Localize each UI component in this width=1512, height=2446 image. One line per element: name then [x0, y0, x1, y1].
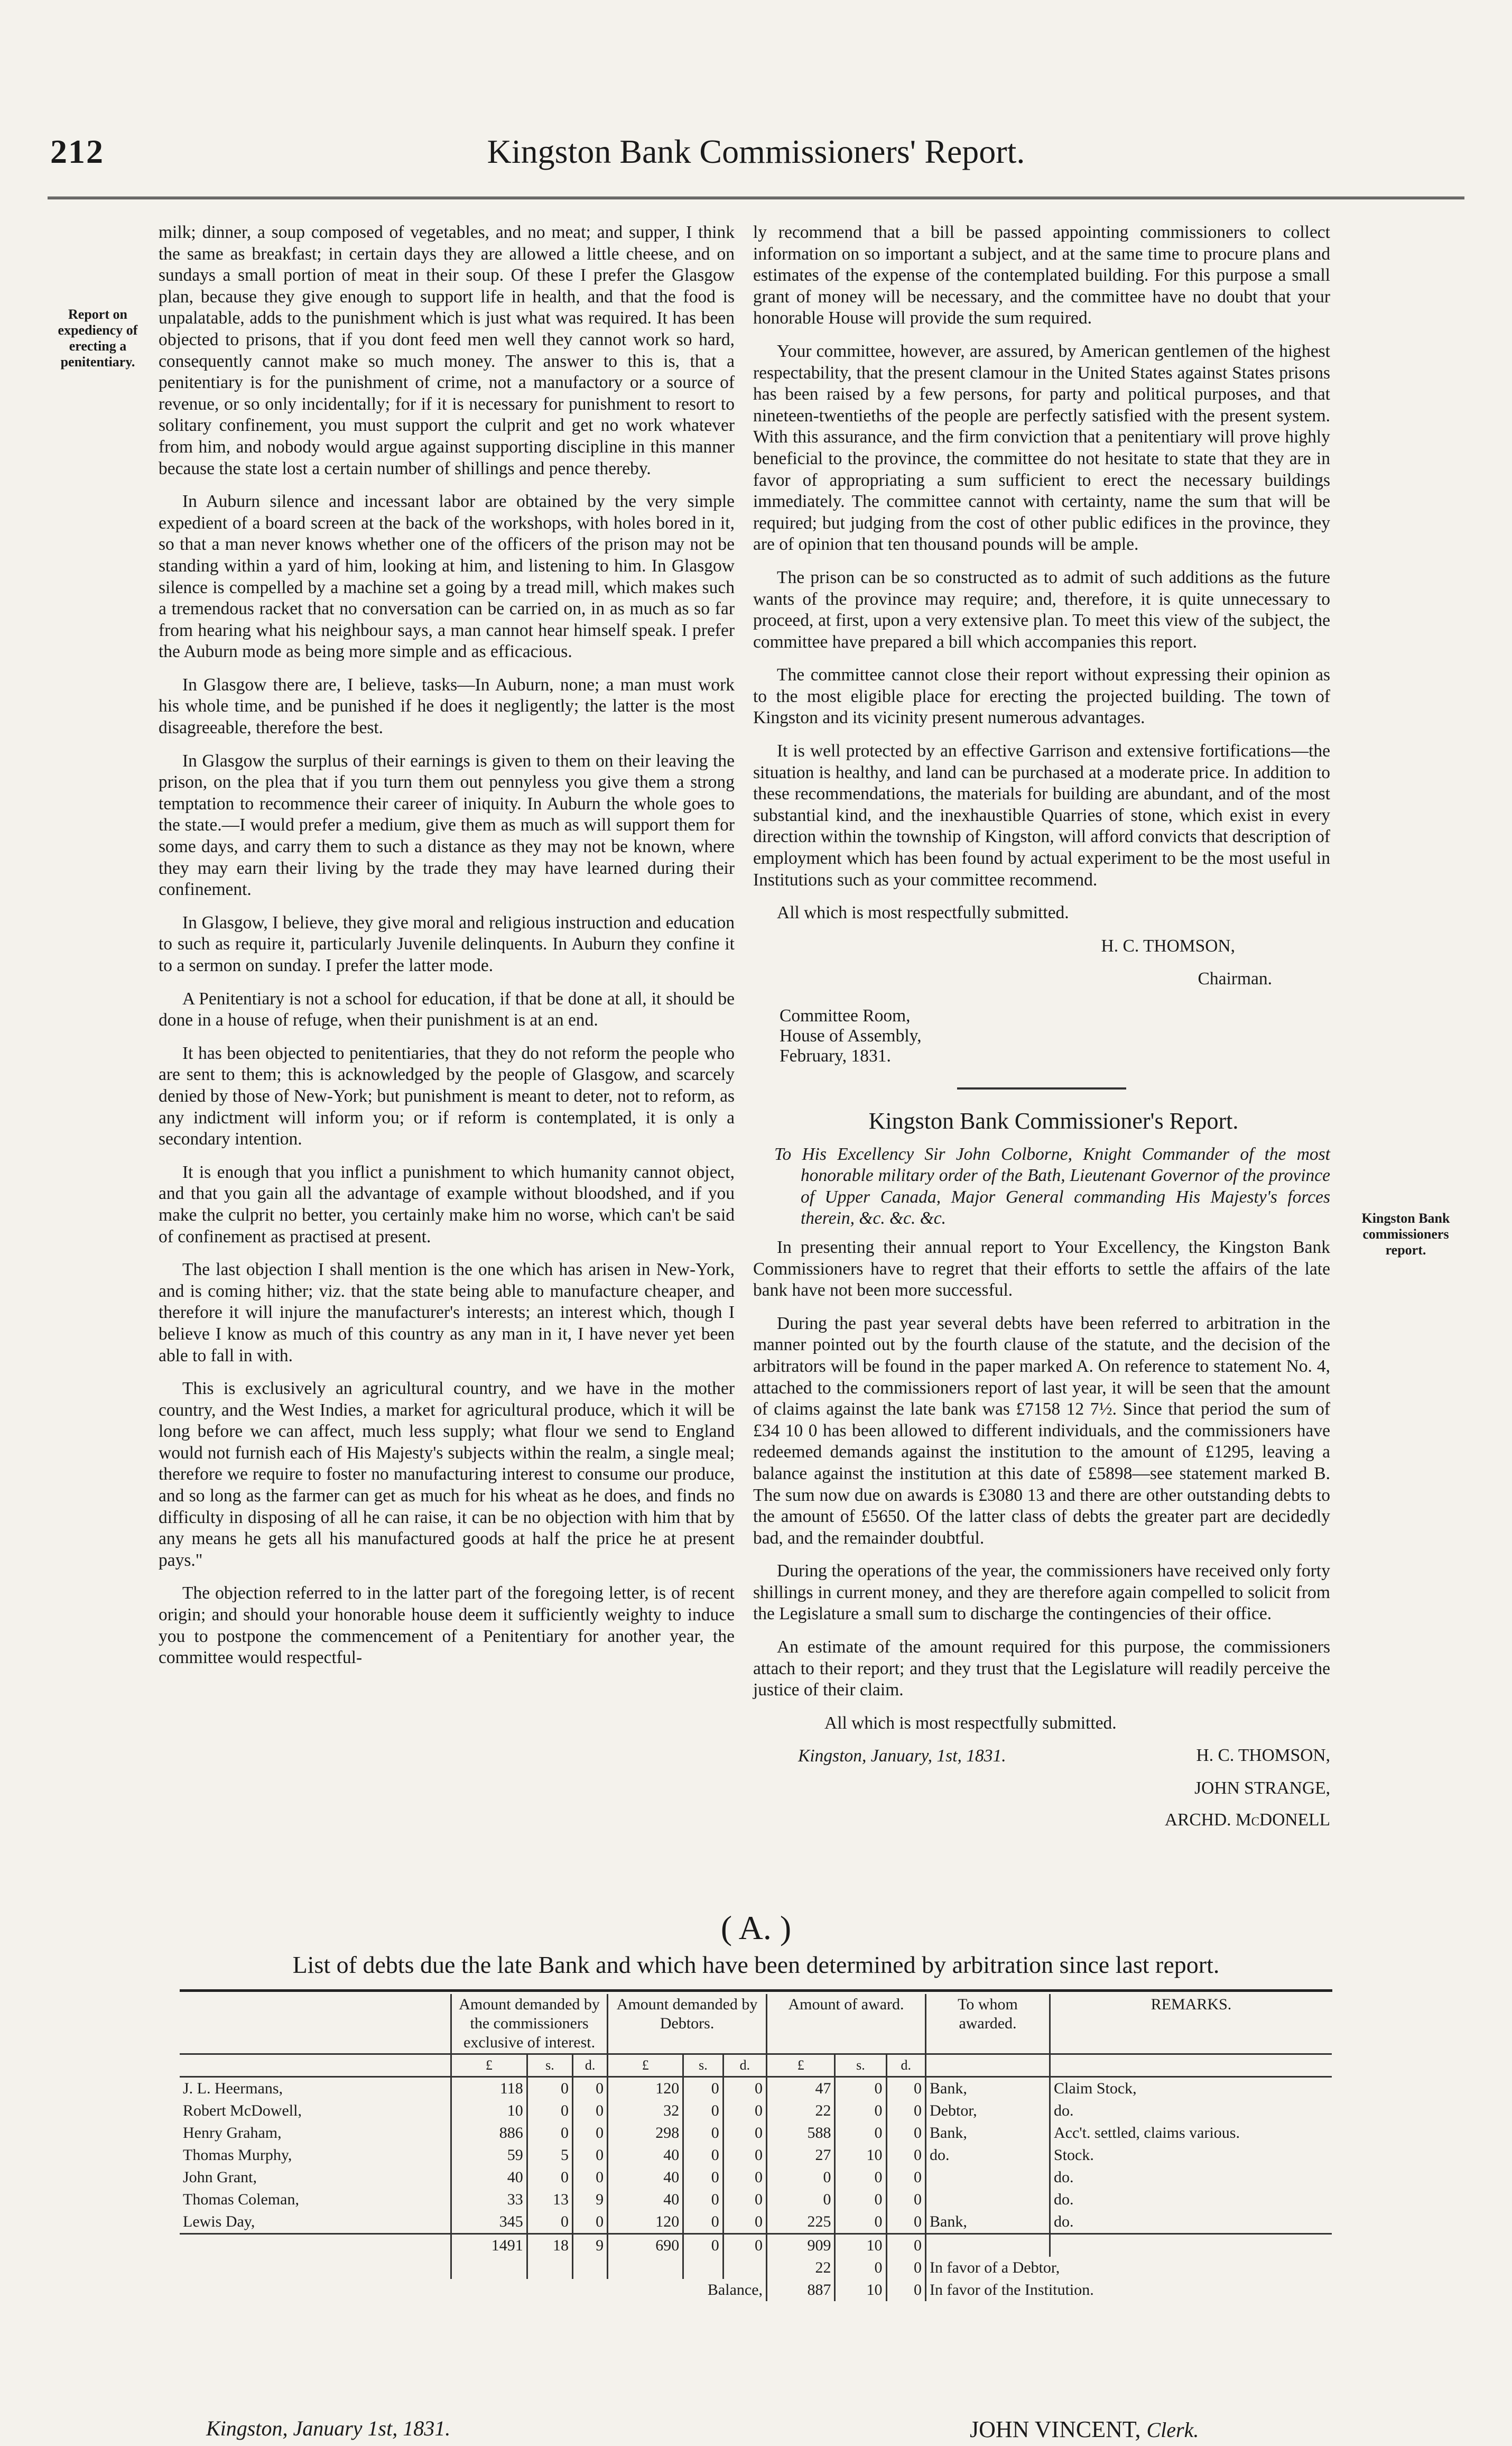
clerk-title: Clerk. — [1146, 2418, 1199, 2442]
cell: 0 — [527, 2077, 572, 2100]
cell: 0 — [767, 2166, 835, 2189]
cell: 5 — [527, 2144, 572, 2166]
paragraph: In Glasgow there are, I believe, tasks—In Auburn, none; a man must work his whole time, and be punished if he does it negligently; the latter is the most disagreeable, therefore the best. — [159, 675, 735, 738]
cell: 0 — [886, 2166, 926, 2189]
closing-line: All which is most respectfully submitted. — [824, 1713, 1117, 1733]
table-row — [180, 2100, 1332, 2122]
cell: 0 — [835, 2211, 886, 2234]
cell: 9 — [573, 2189, 608, 2211]
total-cell: 9 — [573, 2234, 608, 2257]
cell: 10 — [451, 2100, 527, 2122]
cell: 32 — [608, 2100, 683, 2122]
cell: do. — [1050, 2100, 1332, 2122]
cell: Debtor, — [926, 2100, 1050, 2122]
debts-table — [180, 1994, 1332, 2301]
cell: 0 — [886, 2279, 926, 2301]
cell: 298 — [608, 2122, 683, 2144]
paragraph: Your committee, however, are assured, by American gentlemen of the highest respectability, that the present clamour in the United States against States prisons has been raised by a few persons, for party and political purposes, and that nineteen-twentieths of the people are perfectly satisfied with the present system. With this assurance, and the firm conviction that a penitentiary will prove highly beneficial to the province, the committee do not hesitate to state that they are in favor of appropriating a sum sufficient to erect the necessary buildings immediately. The committee cannot with certainty, name the sum that will be required; but judging from the cost of other public edifices in the province, they are of opinion that ten thousand pounds will be ample. — [753, 341, 1330, 555]
paragraph: In Glasgow the surplus of their earnings is given to them on their leaving the prison, on the plea that if you turn them out pennyless you give them a strong temptation to recommence their career of iniquity. In Auburn the whole goes to the state.—I would prefer a medium, give them as much as will support them for some days, and carry them to such a distance as they may not be known, where they may earn their living by the trade they may have learned during their confinement. — [159, 751, 735, 900]
signature: ARCHD. McDONELL — [1164, 1810, 1330, 1830]
committee-place — [780, 1006, 1330, 1066]
cell: 40 — [451, 2166, 527, 2189]
cell: 0 — [723, 2122, 766, 2144]
cell: do. — [1050, 2211, 1332, 2234]
cell: 0 — [723, 2211, 766, 2234]
cell — [926, 2166, 1050, 2189]
cell: 0 — [573, 2077, 608, 2100]
cell: 120 — [608, 2077, 683, 2100]
cell: Claim Stock, — [1050, 2077, 1332, 2100]
unit-pence: d. — [573, 2054, 608, 2077]
clerk-name: JOHN VINCENT, — [970, 2416, 1141, 2442]
total-cell: 1491 — [451, 2234, 527, 2257]
cell: Bank, — [926, 2122, 1050, 2144]
totals-row — [180, 2234, 1332, 2257]
cell — [926, 2189, 1050, 2211]
committee-line: House of Assembly, — [780, 1026, 922, 1046]
cell: 118 — [451, 2077, 527, 2100]
total-cell: 18 — [527, 2234, 572, 2257]
unit-pence: d. — [886, 2054, 926, 2077]
cell: 0 — [683, 2189, 723, 2211]
paragraph: The objection referred to in the latter part of the foregoing letter, is of recent origin; and should your honorable house deem it sufficiently weighty to induce you to postpone the commencement of a Penitentiary for another year, the committee would respectful- — [159, 1583, 735, 1668]
margin-note-left: Report on expediency of erecting a penitentiary. — [58, 307, 138, 370]
annex-caption: List of debts due the late Bank and which have been determined by arbitration since last report. — [292, 1951, 1220, 1978]
table-row — [180, 2189, 1332, 2211]
cell: 0 — [886, 2144, 926, 2166]
debtor-name: Thomas Coleman, — [183, 2191, 299, 2208]
cell: 0 — [835, 2257, 886, 2279]
balance-label: Balance, — [707, 2281, 763, 2299]
paragraph: milk; dinner, a soup composed of vegetables, and no meat; and supper, I think the same as breakfast; in certain days they are allowed a little cheese, and on sundays a small portion of meat in their soup. Of these I prefer the Glasgow plan, because they give enough to support life in health, and that the food is unpalatable, adds to the punishment which is just what was required. It has been objected to prisons, that if you dont feed men well they cannot work so hard, consequently cannot make so much money. The answer to this is, that a penitentiary is for the punishment of crime, not a manufactory or a source of revenue, or so only incidentally; for if it is necessary for punishment to resort to solitary confinement, you must support the culprit and get no work whatever from him, and nobody would argue against supporting discipline in this manner because the state lost a certain number of shillings and pence thereby. — [159, 223, 735, 478]
column-header — [180, 1994, 451, 2054]
cell: 0 — [683, 2122, 723, 2144]
total-cell: 690 — [608, 2234, 683, 2257]
cell: 40 — [608, 2189, 683, 2211]
cell: 47 — [767, 2077, 835, 2100]
cell: 0 — [683, 2100, 723, 2122]
cell: 0 — [683, 2144, 723, 2166]
cell: 0 — [527, 2211, 572, 2234]
cell: do. — [1050, 2189, 1332, 2211]
table-row — [180, 2166, 1332, 2189]
cell: 886 — [451, 2122, 527, 2144]
cell: 0 — [835, 2166, 886, 2189]
total-cell: 0 — [723, 2234, 766, 2257]
cell: 0 — [767, 2189, 835, 2211]
cell: 27 — [767, 2144, 835, 2166]
cell: 22 — [767, 2257, 835, 2279]
paragraph: ly recommend that a bill be passed appointing commissioners to collect information on so important a subject, and at the same time to procure plans and estimates of the expense of the contemplated building. For this purpose a small grant of money will be necessary, and the committee have no doubt that your honorable House will provide the sum required. — [753, 223, 1330, 328]
paragraph: A Penitentiary is not a school for education, if that be done at all, it should be done in a house of refuge, when their punishment is at an end. — [159, 989, 735, 1030]
section-divider — [957, 1087, 1126, 1090]
cell: 0 — [723, 2077, 766, 2100]
signatory-name: H. C. THOMSON, — [1101, 936, 1235, 956]
paragraph: The committee cannot close their report without expressing their opinion as to the most eligible place for erecting the projected building. The town of Kingston and its vicinity present numerous advantages. — [753, 665, 1330, 728]
cell: 225 — [767, 2211, 835, 2234]
cell: 887 — [767, 2279, 835, 2301]
cell: 0 — [683, 2211, 723, 2234]
cell: 0 — [573, 2211, 608, 2234]
right-column — [753, 222, 1330, 1842]
column-header: REMARKS. — [1050, 1994, 1332, 2054]
debtor-name: J. L. Heermans, — [183, 2080, 283, 2097]
paragraph: In Auburn silence and incessant labor are obtained by the very simple expedient of a board screen at the back of the workshops, with holes bored in it, so that a man never knows whether one of the officers of the prison may not be standing within a yard of him, looking at him, and listening to him. In Glasgow silence is compelled by a machine set a going by a tread mill, which makes such a tremendous racket that no conversation can be carried on, in as much as so far from hearing what his neighbour says, a man cannot hear himself speak. I prefer the Auburn mode as being more simple and as efficacious. — [159, 492, 735, 662]
report-title: Kingston Bank Commissioner's Report. — [868, 1108, 1239, 1134]
unit-shillings: s. — [527, 2054, 572, 2077]
cell: 0 — [886, 2189, 926, 2211]
total-cell: 0 — [886, 2234, 926, 2257]
cell: 0 — [835, 2100, 886, 2122]
running-title: Kingston Bank Commissioners' Report. — [487, 133, 1025, 170]
signatory-title: Chairman. — [1198, 969, 1272, 989]
unit-shillings: s. — [835, 2054, 886, 2077]
cell: 0 — [723, 2189, 766, 2211]
report-address: To His Excellency Sir John Colborne, Knight Commander of the most honorable military order of the Bath, Lieutenant Governor of the province of Upper Canada, Major General commanding His Majesty's forces therein, &c. &c. &c. — [774, 1144, 1330, 1229]
paragraph: The prison can be so constructed as to admit of such additions as the future wants of the province may require; and, therefore, it is quite unnecessary to proceed, at first, upon a very extensive plan. To meet this view of the subject, the committee have prepared a bill which accompanies this report. — [753, 567, 1330, 652]
cell: 59 — [451, 2144, 527, 2166]
cell: 40 — [608, 2166, 683, 2189]
cell: Stock. — [1050, 2144, 1332, 2166]
paragraph: During the past year several debts have been referred to arbitration in the manner pointed out by the fourth clause of the statute, and the decision of the arbitrators will be found in the paper marked A. On reference to statement No. 4, attached to the commissioners report of last year, it will be seen that the amount of claims against the late bank was £7158 12 7½. Since that period the sum of £34 10 0 has been allowed to different individuals, and the commissioners have redeemed demands against the institution to the amount of £1295, leaving a balance against the institution at this date of £5898—see statement marked B. The sum now due on awards is £3080 13 and there are other outstanding debts to the amount of £5650. Of the latter class of debts the greater part are decidedly bad, and the remainder doubtful. — [753, 1313, 1330, 1548]
column-header: Amount of award. — [767, 1994, 926, 2054]
cell: 10 — [835, 2144, 886, 2166]
cell: In favor of a Debtor, — [926, 2257, 1332, 2279]
cell: 0 — [835, 2122, 886, 2144]
column-header: To whom awarded. — [926, 1994, 1050, 2054]
table-row — [180, 2144, 1332, 2166]
debtor-name: John Grant, — [183, 2168, 257, 2186]
cell: 0 — [835, 2189, 886, 2211]
signature: H. C. THOMSON, — [1196, 1746, 1330, 1766]
paragraph: It is well protected by an effective Garrison and extensive fortifications—the situation is healthy, and land can be purchased at a moderate price. In addition to these recommendations, the materials for building are abundant, and of the most substantial kind, and the inexhaustible Quarries of stone, which exist in every direction within the township of Kingston, will afford convicts that description of employment which has been found by actual experiment to be the most useful in Institutions such as your committee recommend. — [753, 741, 1330, 890]
cell: 0 — [886, 2257, 926, 2279]
unit-shillings: s. — [683, 2054, 723, 2077]
unit-pounds: £ — [767, 2054, 835, 2077]
debtor-name: Henry Graham, — [183, 2124, 282, 2142]
annex-rule — [180, 1989, 1332, 1992]
cell: 120 — [608, 2211, 683, 2234]
footer-date: Kingston, January 1st, 1831. — [206, 2416, 451, 2440]
page-number: 212 — [50, 133, 104, 170]
total-cell: 10 — [835, 2234, 886, 2257]
cell: 0 — [573, 2144, 608, 2166]
cell: 0 — [683, 2077, 723, 2100]
cell: 0 — [886, 2100, 926, 2122]
unit-pence: d. — [723, 2054, 766, 2077]
cell: do. — [926, 2144, 1050, 2166]
paragraph: In presenting their annual report to Your Excellency, the Kingston Bank Commissioners have to regret that their efforts to settle the affairs of the late bank have not been more successful. — [753, 1237, 1330, 1300]
cell: 0 — [683, 2166, 723, 2189]
debtor-name: Lewis Day, — [183, 2213, 255, 2230]
cell: 0 — [723, 2166, 766, 2189]
debtor-name: Thomas Murphy, — [183, 2146, 292, 2164]
report-date-line — [753, 1746, 1330, 1767]
column-header: Amount demanded by Debtors. — [608, 1994, 767, 2054]
cell: 0 — [723, 2100, 766, 2122]
total-cell: 909 — [767, 2234, 835, 2257]
cell: 13 — [527, 2189, 572, 2211]
cell: 0 — [573, 2100, 608, 2122]
paragraph: This is exclusively an agricultural country, and we have in the mother country, and the West Indies, a market for agricultural produce, which it will be long before we can affect, much less supply; what flour we send to England would not furnish each of His Majesty's subjects within the realm, a single meal; therefore we require to foster no manufacturing interest to consume our produce, and so long as the farmer can get as much for his wheat as he does, and finds no difficulty in disposing of all he can raise, it can be no objection with him that by any means he gets all his manufactured goods at half the price he at present pays." — [159, 1379, 735, 1570]
annex-title: ( A. ) — [720, 1909, 792, 1946]
committee-line: Committee Room, — [780, 1006, 911, 1026]
cell: 0 — [835, 2077, 886, 2100]
cell: 0 — [573, 2166, 608, 2189]
cell: 10 — [835, 2279, 886, 2301]
table-row — [180, 2211, 1332, 2234]
paragraph: It has been objected to penitentiaries, that they do not reform the people who are sent to them; this is acknowledged by the people of Glasgow, and scarcely denied by those of New-York; but punishment is meant to deter, not to reform, as any indictment will inform you; or if reform is contemplated, it is only a secondary intention. — [159, 1043, 735, 1149]
cell: Acc't. settled, claims various. — [1050, 2122, 1332, 2144]
closing-line: All which is most respectfully submitted. — [777, 903, 1069, 923]
cell: 345 — [451, 2211, 527, 2234]
committee-line: February, 1831. — [780, 1046, 891, 1066]
paragraph: An estimate of the amount required for this purpose, the commissioners attach to their report; and they trust that the Legislature will readily perceive the justice of their claim. — [753, 1637, 1330, 1700]
column-header: Amount demanded by the commissioners exclusive of interest. — [451, 1994, 608, 2054]
cell: 0 — [573, 2122, 608, 2144]
left-column — [159, 222, 735, 1681]
balance-row — [180, 2279, 1332, 2301]
margin-note-right: Kingston Bank commissioners report. — [1361, 1211, 1450, 1258]
cell: Bank, — [926, 2211, 1050, 2234]
total-cell: 0 — [683, 2234, 723, 2257]
cell: 0 — [886, 2077, 926, 2100]
footer-clerk — [970, 2416, 1199, 2443]
unit-pounds: £ — [451, 2054, 527, 2077]
debtor-name: Robert McDowell, — [183, 2102, 302, 2119]
cell: 40 — [608, 2144, 683, 2166]
cell: 0 — [527, 2166, 572, 2189]
cell: 0 — [886, 2122, 926, 2144]
paragraph: During the operations of the year, the commissioners have received only forty shillings in current money, and they are therefore again compelled to solicit from the Legislature a small sum to discharge the contingencies of their office. — [753, 1561, 1330, 1624]
cell: 22 — [767, 2100, 835, 2122]
header-rule — [48, 197, 1464, 199]
cell: Bank, — [926, 2077, 1050, 2100]
cell: 0 — [527, 2122, 572, 2144]
cell: 0 — [723, 2144, 766, 2166]
cell: 0 — [527, 2100, 572, 2122]
adjustment-row — [180, 2257, 1332, 2279]
paragraph: It is enough that you inflict a punishment to which humanity cannot object, and that you gain all the advantage of example without bloodshed, and if you make the culprit no better, you certainly make him no worse, which can't be said of confinement as practised at present. — [159, 1162, 735, 1247]
paragraph: In Glasgow, I believe, they give moral and religious instruction and education to such as require it, particularly Juvenile delinquents. In Auburn they confine it to a sermon on sunday. I prefer the latter mode. — [159, 912, 735, 975]
table-row — [180, 2122, 1332, 2144]
cell: 33 — [451, 2189, 527, 2211]
table-row — [180, 2077, 1332, 2100]
unit-pounds: £ — [608, 2054, 683, 2077]
report-date: Kingston, January, 1st, 1831. — [798, 1746, 1006, 1766]
signature: JOHN STRANGE, — [1194, 1778, 1330, 1798]
paragraph: The last objection I shall mention is the one which has arisen in New-York, and is coming hither; viz. that the state being able to manufacture cheaper, and therefore it will injure the manufacturer's interests; an interest which, though I believe I know as much of this country as any man in it, I have never yet been able to fall in with. — [159, 1260, 735, 1365]
cell: do. — [1050, 2166, 1332, 2189]
cell: In favor of the Institution. — [926, 2279, 1332, 2301]
cell: 588 — [767, 2122, 835, 2144]
cell: 0 — [886, 2211, 926, 2234]
